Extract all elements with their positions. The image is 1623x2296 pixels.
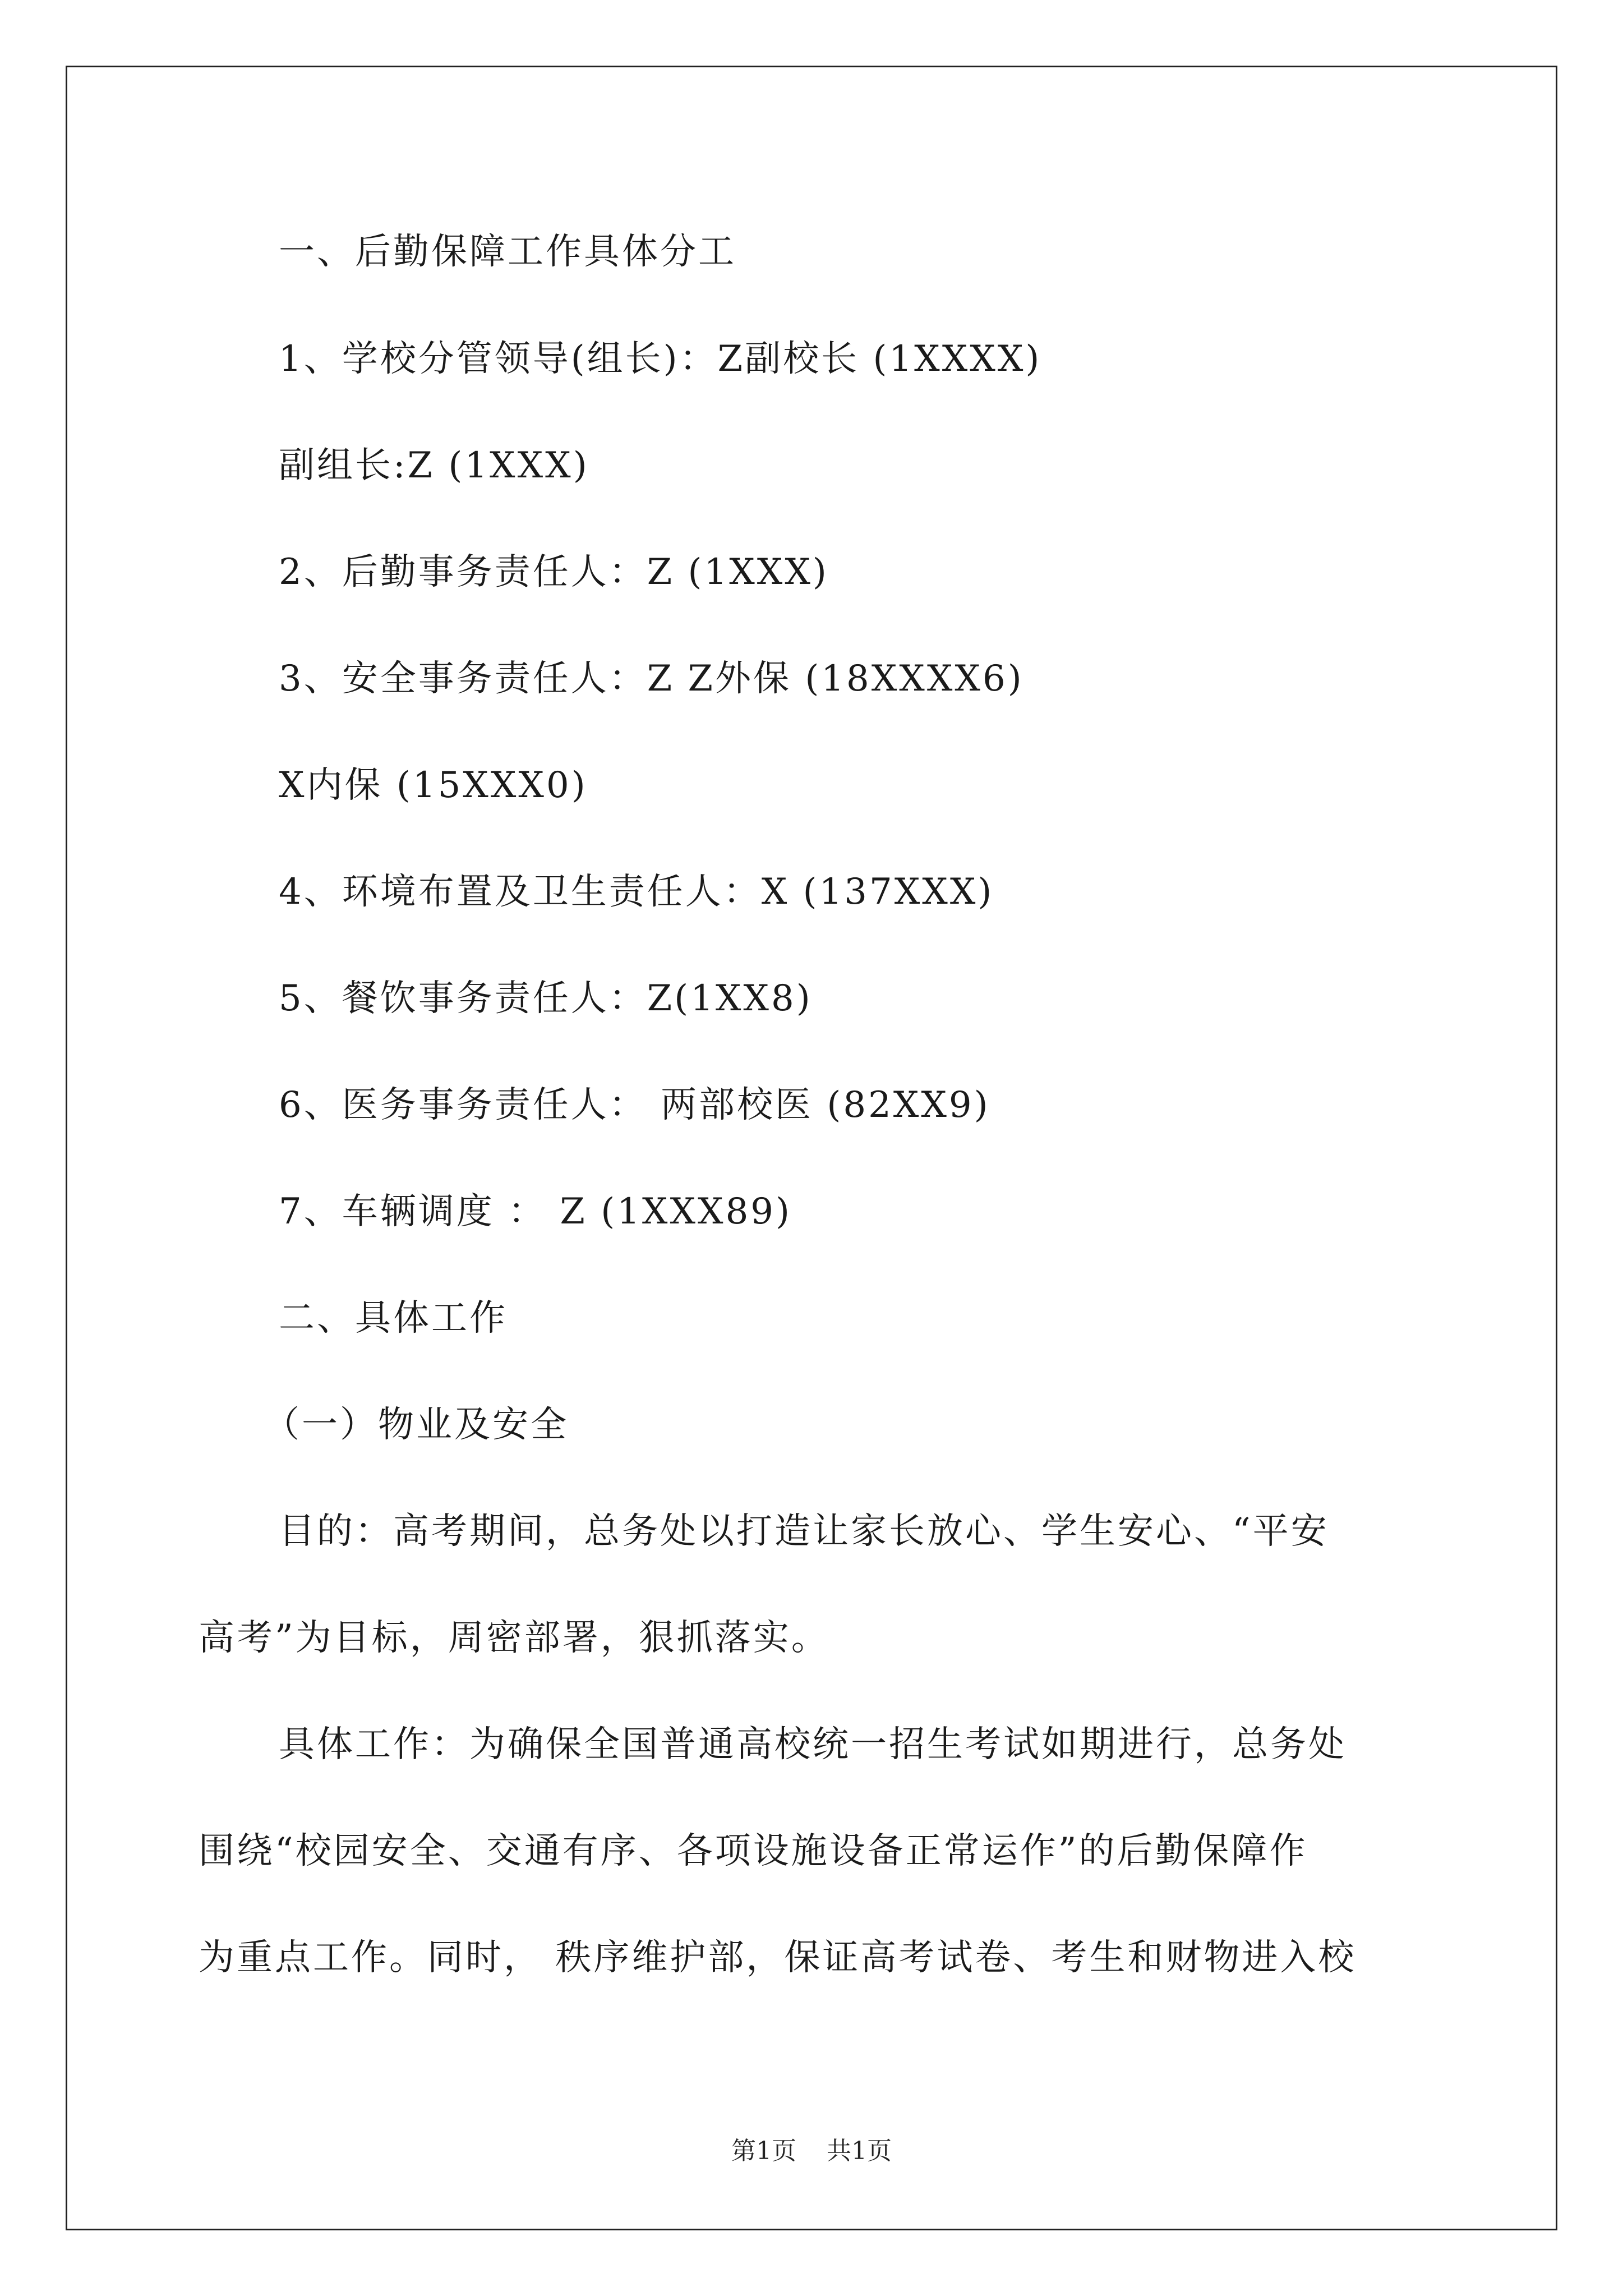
- paragraph-line: 围绕“校园安全、交通有序、各项设施设备正常运作”的后勤保障作: [199, 1830, 1308, 1872]
- text-line: 2、后勤事务责任人：Z (1XXX): [279, 551, 829, 593]
- text-line: 5、餐饮事务责任人：Z(1XX8): [279, 978, 813, 1019]
- heading-subsection: （一）物业及安全: [264, 1404, 569, 1446]
- paragraph-line: 高考”为目标，周密部署，狠抓落实。: [199, 1617, 829, 1659]
- text-line: 3、安全事务责任人：Z Z外保 (18XXXX6): [279, 658, 1024, 700]
- text-line: 4、环境布置及卫生责任人：X (137XXX): [279, 871, 994, 913]
- paragraph-line: 目的：高考期间，总务处以打造让家长放心、学生安心、“平安: [279, 1511, 1329, 1552]
- heading-section-2: 二、具体工作: [279, 1297, 508, 1339]
- text-line: X内保 (15XXX0): [279, 765, 588, 806]
- page-footer: [0, 2134, 1623, 2168]
- text-line: 6、医务事务责任人： 两部校医 (82XX9): [279, 1084, 990, 1126]
- text-line: 副组长:Z (1XXX): [279, 445, 589, 486]
- paragraph-line: 为重点工作。同时， 秩序维护部，保证高考试卷、考生和财物进入校: [199, 1937, 1357, 1978]
- heading-section-1: 一、后勤保障工作具体分工: [279, 231, 736, 273]
- text-line: 1、学校分管领导(组长)：Z副校长 (1XXXX): [279, 338, 1042, 380]
- paragraph-line: 具体工作：为确保全国普通高校统一招生考试如期进行，总务处: [279, 1724, 1347, 1765]
- text-line: 7、车辆调度 ： Z (1XXX89): [279, 1191, 792, 1232]
- page-number-current: 第1页: [731, 2137, 796, 2165]
- page-number-total: 共1页: [827, 2137, 892, 2165]
- page-border: [66, 66, 1557, 2230]
